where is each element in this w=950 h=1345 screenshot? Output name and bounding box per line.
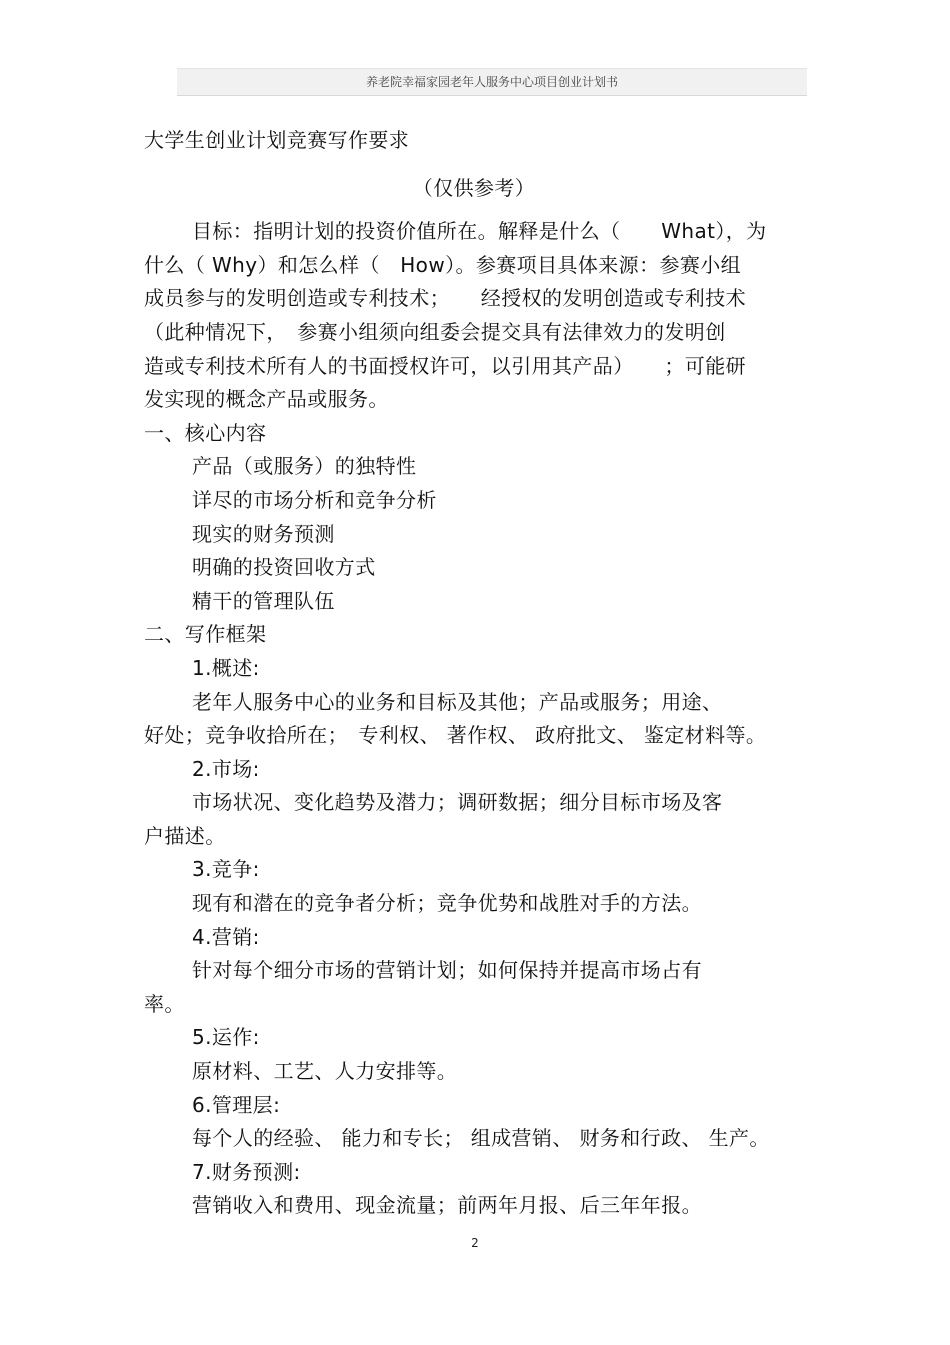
intro-line: 发实现的概念产品或服务。 [144,387,389,412]
page-number: 2 [471,1236,479,1250]
section1-heading: 一、核心内容 [144,420,267,445]
framework-item-text: 针对每个细分市场的营销计划；如何保持并提高市场占有 [192,958,702,983]
framework-item-text: 老年人服务中心的业务和目标及其他；产品或服务；用途、 [192,689,723,714]
framework-item-label: 6.管理层: [192,1092,281,1117]
list-item: 详尽的市场分析和竞争分析 [192,487,437,512]
framework-item-label: 2.市场: [192,756,260,781]
framework-item-label: 5.运作: [192,1025,260,1050]
intro-line: 成员参与的发明创造或专利技术； 经授权的发明创造或专利技术 [144,286,746,311]
framework-item-text: 每个人的经验、 能力和专长； 组成营销、 财务和行政、 生产。 [192,1126,770,1151]
framework-item-text: 原材料、工艺、人力安排等。 [192,1059,458,1084]
page-header: 养老院幸福家园老年人服务中心项目创业计划书 [177,68,807,96]
framework-item-text: 市场状况、变化趋势及潜力；调研数据；细分目标市场及客 [192,790,723,815]
framework-item-text: 好处；竞争收拾所在； 专利权、 著作权、 政府批文、 鉴定材料等。 [144,723,767,748]
framework-item-label: 1.概述: [192,655,260,680]
framework-item-label: 7.财务预测: [192,1159,301,1184]
framework-item-text: 营销收入和费用、现金流量；前两年月报、后三年年报。 [192,1193,702,1218]
framework-list [144,652,804,1223]
core-content-list [144,450,804,618]
intro-line: 目标：指明计划的投资价值所在。解释是什么（ What），为 [192,219,767,244]
framework-item-label: 3.竞争: [192,857,260,882]
intro-paragraph [144,215,804,417]
document-body [144,124,804,1223]
intro-line: 什么（ Why）和怎么样（ How）。参赛项目具体来源：参赛小组 [144,252,742,277]
section2-heading: 二、写作框架 [144,622,267,647]
list-item: 产品（或服务）的独特性 [192,454,417,479]
framework-item-text: 率。 [144,991,185,1016]
list-item: 现实的财务预测 [192,521,335,546]
list-item: 明确的投资回收方式 [192,555,376,580]
framework-item-text: 户描述。 [144,823,226,848]
list-item: 精干的管理队伍 [192,588,335,613]
doc-title: 大学生创业计划竞赛写作要求 [144,128,410,152]
framework-item-text: 现有和潜在的竞争者分析；竞争优势和战胜对手的方法。 [192,891,702,916]
framework-item-label: 4.营销: [192,924,260,949]
intro-line: （此种情况下， 参赛小组须向组委会提交具有法律效力的发明创 [144,319,726,344]
intro-line: 造或专利技术所有人的书面授权许可，以引用其产品） ；可能研 [144,353,746,378]
doc-subtitle: （仅供参考） [412,175,536,200]
